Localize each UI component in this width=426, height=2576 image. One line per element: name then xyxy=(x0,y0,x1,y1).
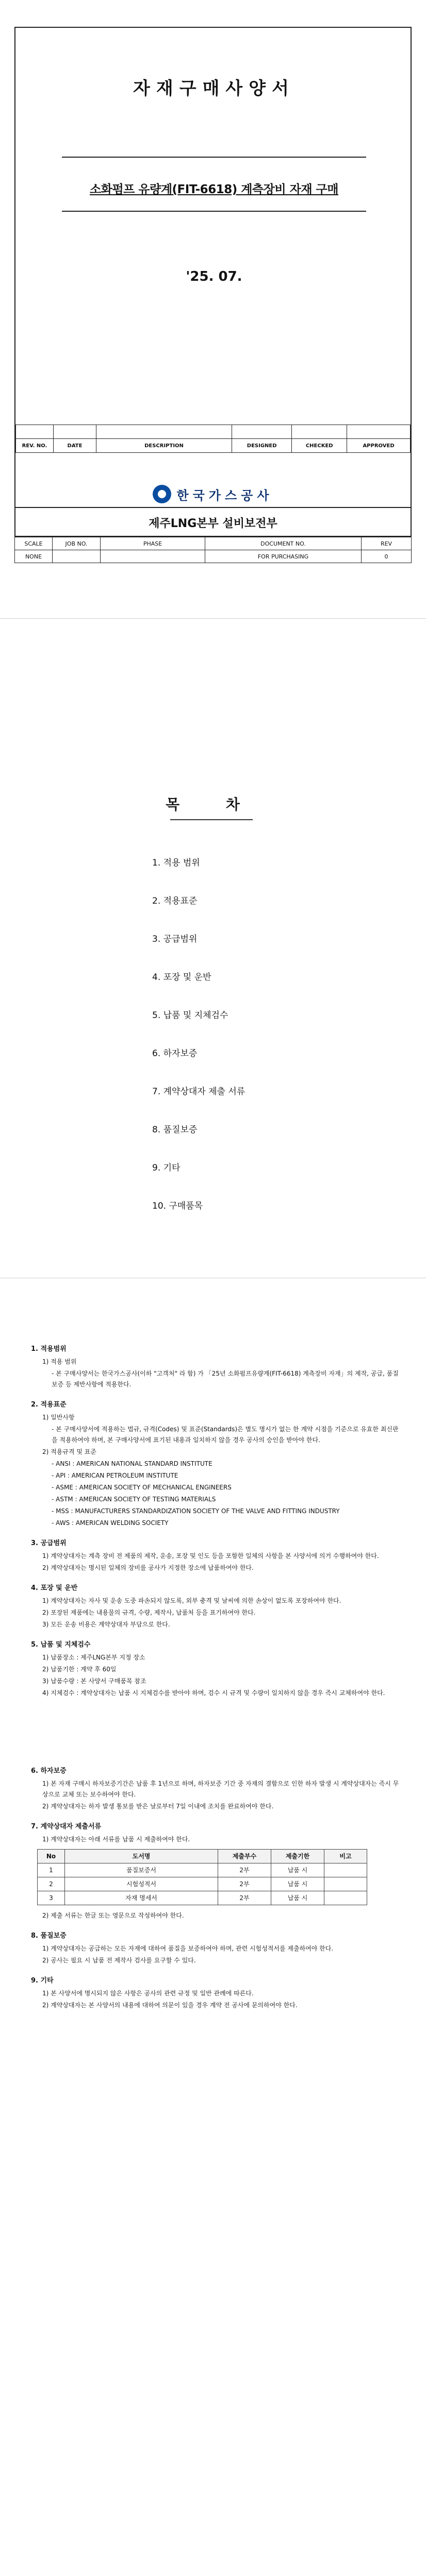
section-text: 2) 계약상대자는 명시된 일체의 장비를 공사가 지정한 장소에 납품하여야 한다. xyxy=(42,1564,254,1571)
section-text: 3) 모든 운송 비용은 계약상대자 부담으로 한다. xyxy=(42,1621,170,1628)
department-name: 제주LNG본부 설비보전부 xyxy=(15,507,411,537)
rev-checked-header: CHECKED xyxy=(292,439,347,453)
section-text: 2) 공사는 필요 시 납품 전 제작사 검사를 요구할 수 있다. xyxy=(42,1957,196,1964)
code-item: - ANSI : AMERICAN NATIONAL STANDARD INSTITUTE xyxy=(52,1460,212,1467)
section-heading: 5. 납품 및 지체검수 xyxy=(31,1641,91,1649)
section-text: 1) 적용 범위 xyxy=(42,1358,77,1365)
company-block xyxy=(15,481,411,507)
section-heading: 4. 포장 및 운반 xyxy=(31,1584,78,1592)
toc-item: 8. 품질보증 xyxy=(152,1125,198,1135)
section-text: 1) 본 자재 구매시 하자보증기간은 납품 후 1년으로 하며, 하자보증 기간 중 자재의 결함으로 인한 하자 발생 시 계약상대자는 즉시 무상으로 교체 또는 보수하여야 한다. xyxy=(42,1780,399,1798)
cell: 2부 xyxy=(218,1863,271,1877)
section-text: 1) 본 사양서에 명시되지 않은 사항은 공사의 관련 규정 및 일반 관례에 따른다. xyxy=(42,1990,254,1997)
col-doc-name: 도서명 xyxy=(65,1850,218,1863)
doc-rev-header: REV xyxy=(362,537,412,550)
section-text: 2) 계약상대자는 본 사양서의 내용에 대하여 의문이 있을 경우 계약 전 공사에 문의하여야 한다. xyxy=(42,2002,298,2009)
section-text: 2) 계약상대자는 하자 발생 통보를 받은 날로부터 7일 이내에 조치를 완료하여야 한다. xyxy=(42,1803,274,1810)
toc-list xyxy=(152,855,245,1236)
cover-divider-bottom xyxy=(62,211,366,212)
toc-item: 5. 납품 및 지체검수 xyxy=(152,1010,228,1021)
section-text: 4) 지체검수 : 계약상대자는 납품 시 지체검수를 받아야 하며, 검수 시 규격 및 수량이 일치하지 않을 경우 즉시 교체하여야 한다. xyxy=(42,1689,385,1697)
cell: 2부 xyxy=(218,1877,271,1891)
submission-table xyxy=(37,1849,367,1905)
rev-description-header: DESCRIPTION xyxy=(96,439,232,453)
section-heading: 8. 품질보증 xyxy=(31,1932,67,1940)
spacer xyxy=(31,1700,402,1756)
cover-page xyxy=(0,0,426,577)
revision-table xyxy=(15,425,411,453)
rev-approved-header: APPROVED xyxy=(347,439,411,453)
cover-project-name: 소화펌프 유량계(FIT-6618) 계측장비 자재 구매 xyxy=(90,183,338,196)
section-text: - 본 구매사양서에 적용하는 법규, 규격(Codes) 및 표준(Standards)은 별도 명시가 없는 한 계약 시점을 기준으로 유효한 최신판을 적용하여야 하며, 본 구매사양서에 표기된 내용과 일치하지 않을 경우 공사의 승인을 받아야 한다. xyxy=(52,1426,399,1444)
section-text: 2) 납품기한 : 계약 후 60일 xyxy=(42,1666,117,1673)
cover-date: '25. 07. xyxy=(186,269,242,284)
revision-empty-row xyxy=(16,425,411,439)
section-text: 2) 포장된 제품에는 내용물의 규격, 수량, 제작사, 납품처 등을 표기하여야 한다. xyxy=(42,1609,256,1616)
section-heading: 2. 적용표준 xyxy=(31,1401,67,1409)
cover-title: 자재구매사양서 xyxy=(133,78,295,99)
submission-header-row xyxy=(38,1850,367,1863)
page-separator xyxy=(0,618,426,619)
doc-rev-value: 0 xyxy=(362,550,412,563)
section-heading: 3. 공급범위 xyxy=(31,1539,67,1547)
section-heading: 6. 하자보증 xyxy=(31,1767,67,1775)
cell: 품질보증서 xyxy=(65,1863,218,1877)
section-heading: 7. 계약상대자 제출서류 xyxy=(31,1823,102,1831)
doc-scale-value: NONE xyxy=(15,550,53,563)
doc-phase-value xyxy=(101,550,205,563)
cover-divider-top xyxy=(62,157,366,158)
toc-item: 6. 하자보증 xyxy=(152,1048,198,1059)
rev-date-header: DATE xyxy=(54,439,96,453)
kogas-logo-icon xyxy=(153,485,171,503)
section-text: 1) 계약상대자는 아래 서류를 납품 시 제출하여야 한다. xyxy=(42,1836,190,1843)
cell xyxy=(324,1877,367,1891)
code-item: - MSS : MANUFACTURERS STANDARDIZATION SOCIETY OF THE VALVE AND FITTING INDUSTRY xyxy=(52,1507,340,1515)
code-item: - API : AMERICAN PETROLEUM INSTITUTE xyxy=(52,1472,178,1479)
cover-frame xyxy=(14,27,412,537)
section-text: 2) 적용규격 및 표준 xyxy=(42,1448,96,1455)
doc-scale-header: SCALE xyxy=(15,537,53,550)
toc-item: 9. 기타 xyxy=(152,1163,181,1173)
doc-job-header: JOB NO. xyxy=(53,537,101,550)
table-row xyxy=(38,1863,367,1877)
cell: 1 xyxy=(38,1863,65,1877)
doc-job-value xyxy=(53,550,101,563)
toc-underline xyxy=(170,819,253,820)
doc-header-row xyxy=(15,537,412,550)
toc-item: 7. 계약상대자 제출 서류 xyxy=(152,1087,245,1097)
section-text: 1) 일반사항 xyxy=(42,1414,75,1421)
section-heading: 1. 적용범위 xyxy=(31,1345,67,1353)
spec-body xyxy=(31,1334,402,2012)
doc-value-row xyxy=(15,550,412,563)
section-text: - 본 구매사양서는 한국가스공사(이하 "고객처" 라 함) 가 「25년 소화펌프유량계(FIT-6618) 계측장비 자재」의 제작, 공급, 품질보증 등 제반사항에 적용한다. xyxy=(52,1370,399,1388)
col-remark: 비고 xyxy=(324,1850,367,1863)
cell xyxy=(324,1863,367,1877)
section-text: 1) 계약상대자는 공급하는 모든 자재에 대하여 품질을 보증하여야 하며, 관련 시험성적서를 제출하여야 한다. xyxy=(42,1945,334,1952)
cell: 자재 명세서 xyxy=(65,1891,218,1905)
col-no: No xyxy=(38,1850,65,1863)
doc-number-value: FOR PURCHASING xyxy=(205,550,362,563)
section-text: 1) 계약상대자는 계측 장비 전 제품의 제작, 운송, 포장 및 인도 등을 포함한 일체의 사항을 본 사양서에 의거 수행하여야 한다. xyxy=(42,1552,379,1560)
cell: 2부 xyxy=(218,1891,271,1905)
toc-item: 1. 적용 범위 xyxy=(152,858,200,868)
cell xyxy=(324,1891,367,1905)
col-copies: 제출부수 xyxy=(218,1850,271,1863)
section-heading: 9. 기타 xyxy=(31,1977,54,1985)
cell: 납품 시 xyxy=(271,1877,324,1891)
cell: 시험성적서 xyxy=(65,1877,218,1891)
rev-no-header: REV. NO. xyxy=(16,439,54,453)
doc-phase-header: PHASE xyxy=(101,537,205,550)
toc-title: 목 차 xyxy=(166,796,260,813)
section-text: 3) 납품수량 : 본 사양서 구매품목 참조 xyxy=(42,1677,146,1685)
table-row xyxy=(38,1891,367,1905)
cell: 2 xyxy=(38,1877,65,1891)
col-deadline: 제출기한 xyxy=(271,1850,324,1863)
revision-header-row xyxy=(16,439,411,453)
table-row xyxy=(38,1877,367,1891)
code-item: - ASTM : AMERICAN SOCIETY OF TESTING MATERIALS xyxy=(52,1496,216,1503)
cell: 3 xyxy=(38,1891,65,1905)
document-info-table xyxy=(14,537,412,563)
code-item: - ASME : AMERICAN SOCIETY OF MECHANICAL ENGINEERS xyxy=(52,1484,232,1491)
company-name: 한국가스공사 xyxy=(176,488,273,503)
toc-item: 10. 구매품목 xyxy=(152,1201,203,1211)
toc-item: 4. 포장 및 운반 xyxy=(152,972,211,982)
toc-item: 2. 적용표준 xyxy=(152,896,198,906)
section-text: 1) 계약상대자는 자사 및 운송 도중 파손되지 않도록, 외부 충격 및 날씨에 의한 손상이 없도록 포장하여야 한다. xyxy=(42,1597,341,1604)
toc-item: 3. 공급범위 xyxy=(152,934,198,944)
rev-designed-header: DESIGNED xyxy=(232,439,292,453)
code-item: - AWS : AMERICAN WELDING SOCIETY xyxy=(52,1519,169,1527)
section-text: 2) 제출 서류는 한글 또는 영문으로 작성하여야 한다. xyxy=(42,1912,184,1919)
doc-number-header: DOCUMENT NO. xyxy=(205,537,362,550)
cell: 납품 시 xyxy=(271,1863,324,1877)
section-text: 1) 납품장소 : 제주LNG본부 지정 장소 xyxy=(42,1654,145,1661)
cell: 납품 시 xyxy=(271,1891,324,1905)
